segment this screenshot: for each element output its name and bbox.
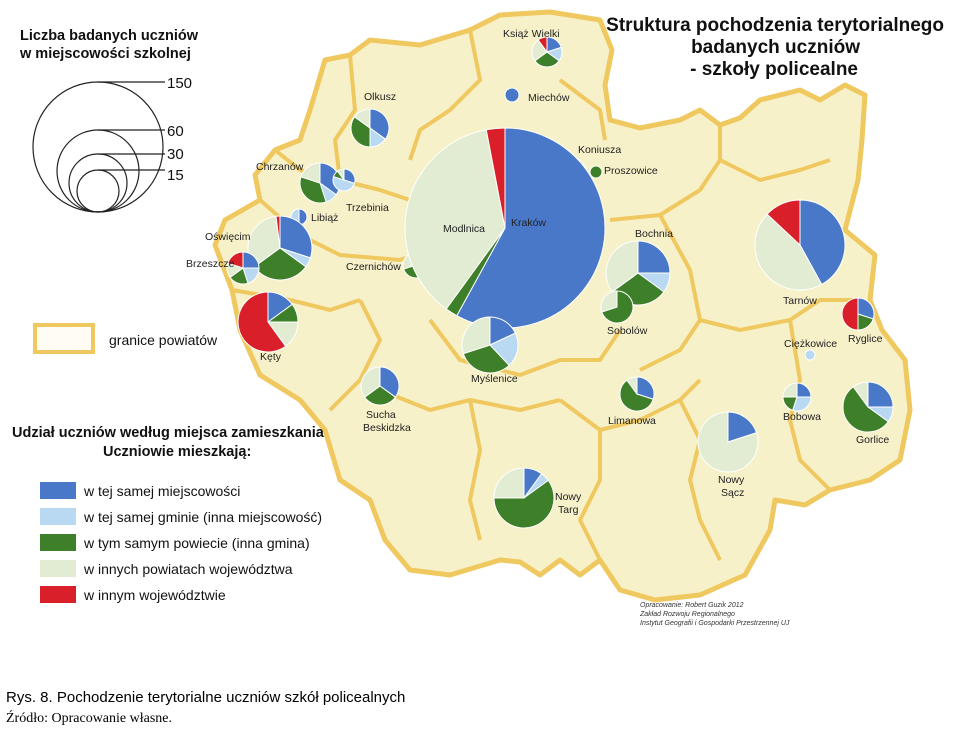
label-nowy-sacz-2: Sącz xyxy=(721,487,745,499)
size-value-60: 60 xyxy=(167,123,184,140)
boundary-swatch xyxy=(35,325,93,352)
pie-miechow xyxy=(505,88,519,102)
size-circles xyxy=(33,82,163,212)
label-ksiaz-wielki: Książ Wielki xyxy=(503,28,560,40)
label-modlnica: Modlnica xyxy=(443,223,486,235)
label-koniusza: Koniusza xyxy=(578,144,622,156)
pie-ryglice xyxy=(842,298,874,330)
legend-swatch-2 xyxy=(40,534,76,551)
pie-limanowa xyxy=(620,377,654,411)
pie-krakow xyxy=(405,128,605,328)
size-leader-lines xyxy=(98,82,165,170)
label-trzebinia: Trzebinia xyxy=(346,202,389,214)
share-legend-title-1: Udział uczniów według miejsca zamieszkania xyxy=(12,425,324,441)
legend-label-1: w tej samej gminie (inna miejscowość) xyxy=(84,509,323,525)
title-line-1: Struktura pochodzenia terytorialnego xyxy=(606,15,944,36)
legend-label-3: w innych powiatach województwa xyxy=(84,561,293,577)
pie-proszowice-slice-2 xyxy=(590,166,602,178)
label-czernichow: Czernichów xyxy=(346,261,401,273)
label-nowy-targ-2: Targ xyxy=(558,504,579,516)
pie-ksiaz-wielki xyxy=(532,37,562,67)
pie-proszowice xyxy=(590,166,602,178)
label-miechow: Miechów xyxy=(528,92,570,104)
pie-olkusz xyxy=(351,109,389,147)
legend-label-2: w tym samym powiecie (inna gmina) xyxy=(84,535,310,551)
legend-label-0: w tej samej miejscowości xyxy=(84,483,241,499)
label-limanowa: Limanowa xyxy=(608,415,656,427)
boundary-legend xyxy=(35,325,218,352)
size-value-15: 15 xyxy=(167,167,184,184)
size-legend-title-2: w miejscowości szkolnej xyxy=(20,46,191,62)
label-gorlice: Gorlice xyxy=(856,434,890,446)
label-sobolow: Sobolów xyxy=(607,325,648,337)
label-sucha: Sucha xyxy=(366,409,396,421)
credit-line-1: Opracowanie: Robert Guzik 2012 xyxy=(640,602,744,609)
size-legend-title-1: Liczba badanych uczniów xyxy=(20,28,199,44)
pie-nowy-targ xyxy=(494,468,554,528)
label-krakow: Kraków xyxy=(511,217,547,229)
share-legend-title-2: Uczniowie mieszkają: xyxy=(103,444,252,460)
share-legend-items xyxy=(40,482,322,603)
pie-bochnia-2 xyxy=(601,291,633,323)
label-chrzanow: Chrzanów xyxy=(256,161,304,173)
label-nowy-targ-1: Nowy xyxy=(555,491,582,503)
pie-tarnow xyxy=(755,200,845,290)
credits xyxy=(639,602,790,627)
figure-source: Źródło: Opracowanie własne. xyxy=(6,711,172,726)
label-kety: Kęty xyxy=(260,351,282,363)
credit-line-2: Zakład Rozwoju Regionalnego xyxy=(640,611,735,618)
label-ciezkowice: Ciężkowice xyxy=(784,338,838,350)
pie-chrzanow-2 xyxy=(333,169,355,191)
pie-gorlice xyxy=(843,382,893,432)
credit-line-3: Instytut Geografii i Gospodarki Przestrzennej UJ xyxy=(640,620,790,627)
legend-swatch-4 xyxy=(40,586,76,603)
pie-ciezkowice xyxy=(805,350,815,360)
label-beskidzka: Beskidzka xyxy=(363,422,411,434)
label-bochnia: Bochnia xyxy=(635,228,673,240)
pie-nowy-sacz xyxy=(698,412,758,472)
label-brzeszcze: Brzeszcze xyxy=(186,258,235,270)
size-value-150: 150 xyxy=(167,75,193,92)
map-title xyxy=(606,15,944,80)
label-tarnow: Tarnów xyxy=(783,295,817,307)
boundary-label: granice powiatów xyxy=(109,332,218,348)
legend-swatch-3 xyxy=(40,560,76,577)
label-proszowice: Proszowice xyxy=(604,165,658,177)
pie-kety xyxy=(238,292,298,352)
label-nowy-sacz-1: Nowy xyxy=(718,474,745,486)
title-line-3: - szkoły policealne xyxy=(690,59,858,80)
size-value-30: 30 xyxy=(167,146,184,163)
label-bobowa: Bobowa xyxy=(783,411,821,423)
share-legend xyxy=(12,425,325,603)
figure-caption: Rys. 8. Pochodzenie terytorialne uczniów szkół policealnych xyxy=(6,689,406,706)
pie-sucha-beskidzka xyxy=(361,367,399,405)
size-legend xyxy=(19,28,199,212)
title-line-2: badanych uczniów xyxy=(691,37,860,58)
label-ryglice: Ryglice xyxy=(848,333,883,345)
label-olkusz: Olkusz xyxy=(364,91,397,103)
label-libiaz: Libiąż xyxy=(311,212,339,224)
pie-ciezkowice-slice-1 xyxy=(805,350,815,360)
legend-swatch-0 xyxy=(40,482,76,499)
pie-miechow-slice-0 xyxy=(505,88,519,102)
pie-myslenice xyxy=(462,317,518,373)
legend-swatch-1 xyxy=(40,508,76,525)
label-myslenice: Myślenice xyxy=(471,373,518,385)
pie-bobowa xyxy=(783,383,811,411)
label-oswiecim: Oświęcim xyxy=(205,231,251,243)
legend-label-4: w innym województwie xyxy=(84,587,226,603)
